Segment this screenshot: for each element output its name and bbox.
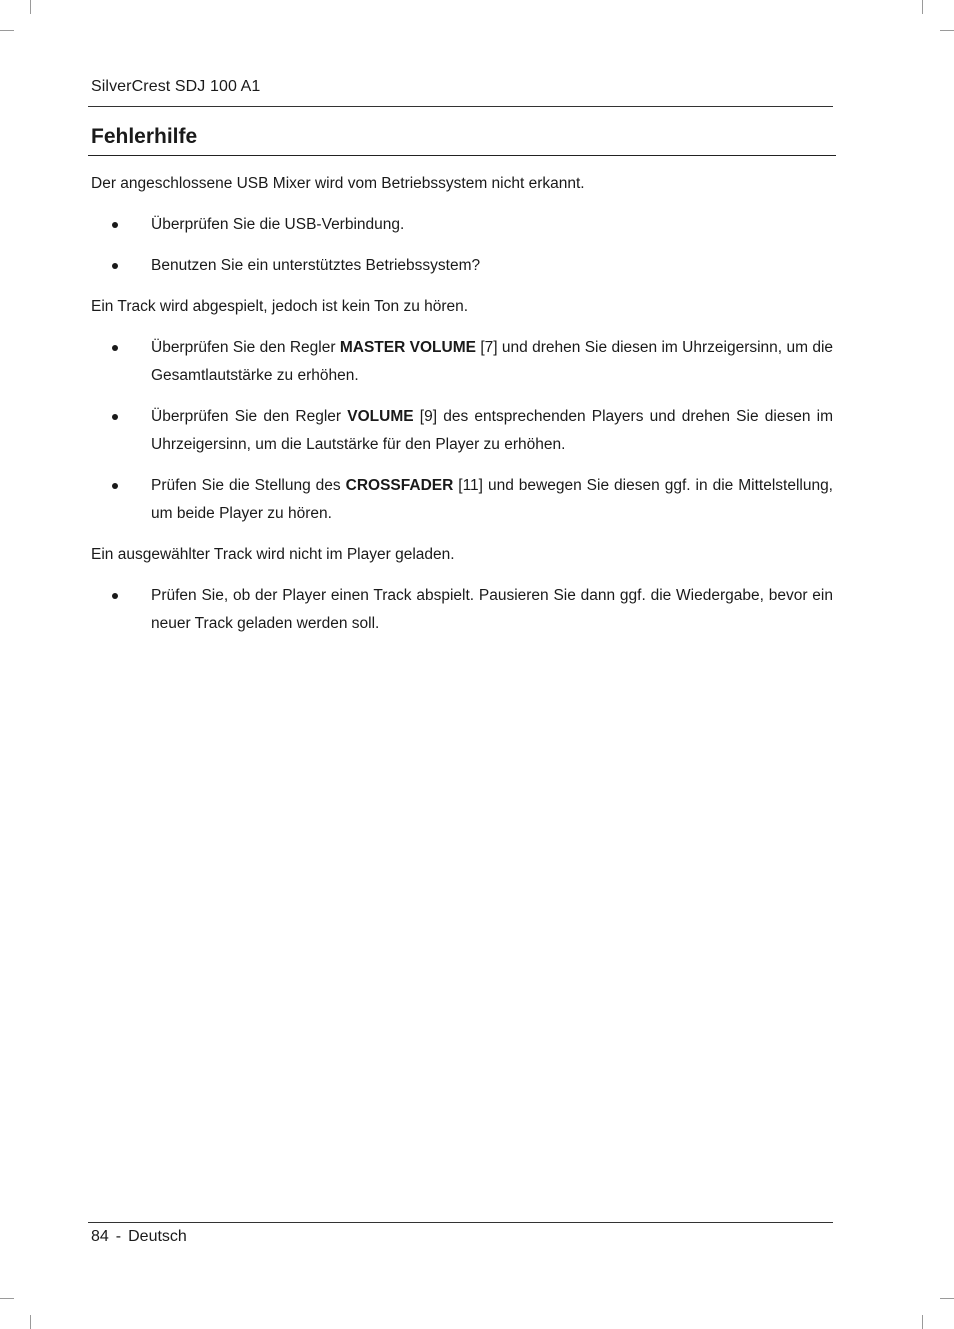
solution-text: Überprüfen Sie den Regler — [151, 339, 340, 356]
solution-list — [91, 582, 833, 638]
solution-text: [11] und bewegen Sie diesen ggf. in die Mittelstellung, um beide Player zu hören. — [151, 477, 833, 522]
solution-item — [91, 472, 833, 528]
bullet-icon — [112, 483, 118, 489]
bullet-icon — [112, 222, 118, 228]
solution-text: [7] und drehen Sie diesen im Uhrzeigersinn, um die Gesamtlautstärke zu erhöhen. — [151, 339, 834, 384]
problem-statement: Ein ausgewählter Track wird nicht im Player geladen. — [91, 546, 455, 563]
crop-mark — [922, 1315, 923, 1329]
solution-text: [9] des entsprechenden Players und drehen Sie diesen im Uhrzeigersinn, um die Lautstärke für den Player zu erhöhen. — [151, 408, 833, 453]
page-number: 84 — [91, 1228, 109, 1245]
crop-mark — [0, 30, 14, 31]
solution-text: Überprüfen Sie die USB-Verbindung. — [151, 216, 405, 233]
footer-language: Deutsch — [128, 1228, 187, 1245]
crop-mark — [30, 1315, 31, 1329]
solution-item — [91, 211, 833, 239]
crop-mark — [0, 1298, 14, 1299]
control-name: MASTER VOLUME — [339, 339, 476, 356]
control-name: VOLUME — [347, 408, 414, 425]
troubleshooting-content — [91, 170, 833, 651]
bullet-icon — [112, 414, 118, 420]
running-header: SilverCrest SDJ 100 A1 — [91, 78, 261, 95]
solution-item — [91, 403, 833, 459]
problem-statement: Ein Track wird abgespielt, jedoch ist kein Ton zu hören. — [91, 298, 469, 315]
bullet-icon — [112, 345, 118, 351]
header-rule — [88, 106, 833, 107]
crop-mark — [940, 1298, 954, 1299]
problem-statement: Der angeschlossene USB Mixer wird vom Betriebssystem nicht erkannt. — [91, 175, 585, 192]
solution-text: Prüfen Sie die Stellung des — [151, 477, 346, 494]
crop-mark — [922, 0, 923, 14]
crop-mark — [30, 0, 31, 14]
solution-text: Prüfen Sie, ob der Player einen Track abspielt. Pausieren Sie dann ggf. die Wiedergabe, bevor ein neuer Track geladen werden soll. — [151, 587, 833, 632]
solution-text: Überprüfen Sie den Regler — [151, 408, 348, 425]
footer-rule — [88, 1222, 833, 1223]
title-rule — [88, 155, 836, 156]
solution-list — [91, 211, 833, 280]
bullet-icon — [112, 593, 118, 599]
control-name: CROSSFADER — [345, 477, 454, 494]
page-footer — [91, 1228, 187, 1246]
bullet-icon — [112, 263, 118, 269]
section-title: Fehlerhilfe — [91, 125, 198, 148]
solution-item — [91, 582, 833, 638]
solution-text: Benutzen Sie ein unterstütztes Betriebssystem? — [151, 257, 481, 274]
footer-separator: - — [115, 1228, 122, 1245]
crop-mark — [940, 30, 954, 31]
solution-list — [91, 334, 833, 528]
solution-item — [91, 252, 833, 280]
solution-item — [91, 334, 833, 390]
